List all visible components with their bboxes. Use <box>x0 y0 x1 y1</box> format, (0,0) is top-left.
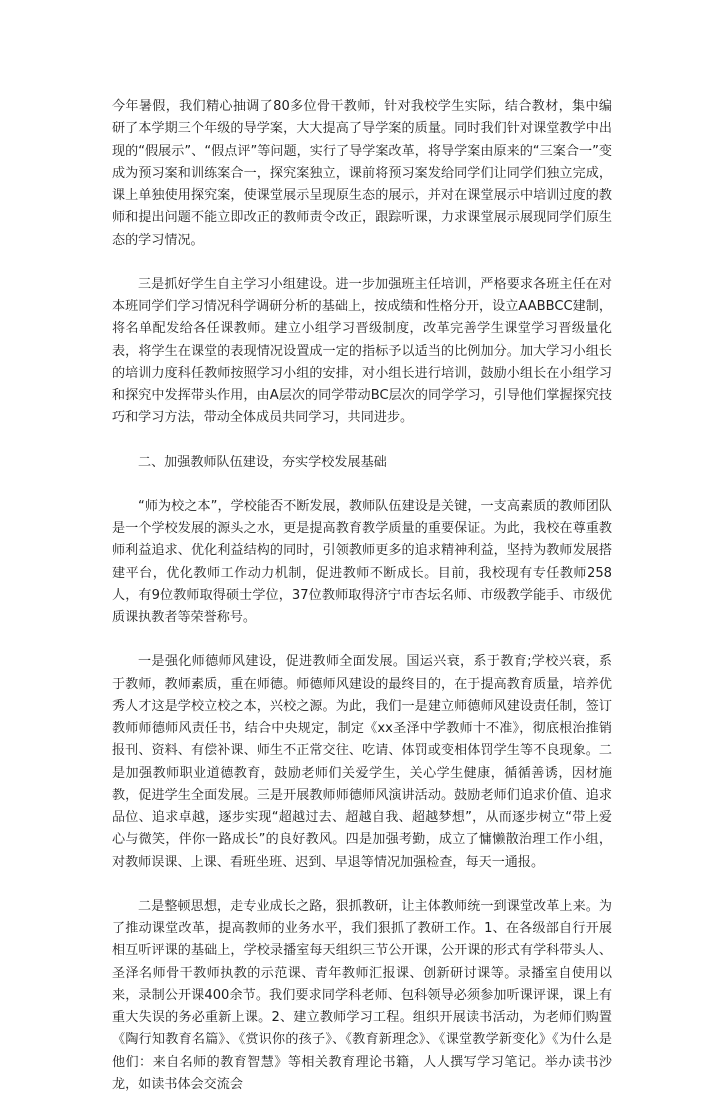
paragraph-spacer <box>112 874 612 896</box>
paragraph-teacher-foundation: “师为校之本”，学校能否不断发展，教师队伍建设是关键，一支高素质的教师团队是一个学校发展的源头之水，更是提高教育教学质量的重要保证。为此，我校在尊重教师利益追求、优化利益结构的同时，引领教师更多的追求精神利益，坚持为教师发展搭建平台，优化教师工作动力机制，促进教师不断成长。目前，我校现有专任教师258人，有9位教师取得硕士学位，37位教师取得济宁市杏坛名师、市级教学能手、市级优质课执教者等荣誉称号。 <box>112 498 612 625</box>
paragraph-spacer <box>112 252 612 274</box>
paragraph-summer-guide-plans: 今年暑假，我们精心抽调了80多位骨干教师，针对我校学生实际，结合教材，集中编研了本学期三个年级的导学案，大大提高了导学案的质量。同时我们针对课堂教学中出现的“假展示”、“假点评”等问题，实行了导学案改革，将导学案由原来的“三案合一”变成为预习案和训练案合一，探究案独立，课前将预习案发给同学们让同学们独立完成，课上单独使用探究案，使课堂展示呈现原生态的展示，并对在课堂展示中培训过度的教师和提出问题不能立即改正的教师责令改正，跟踪听课，力求课堂展示展现同学们原生态的学习情况。 <box>112 99 612 248</box>
section-heading-teacher-team: 二、加强教师队伍建设，夯实学校发展基础 <box>138 454 387 470</box>
paragraph-teaching-research: 二是整顿思想，走专业成长之路，狠抓教研，让主体教师统一到课堂改革上来。为了推动课堂改革，提高教师的业务水平，我们狠抓了教研工作。1、在各级部自行开展相互听评课的基础上，学校录播室每天组织三节公开课，公开课的形式有学科带头人、圣泽名师骨干教师执教的示范课、青年教师汇报课、创新研讨课等。录播室自使用以来，录制公开课400余节。我们要求同学科老师、包科领导必须参加听课评课，课上有重大失误的务必重新上课。2、建立教师学习工程。组织开展读书活动，为老师们购置《陶行知教育名篇》、《赏识你的孩子》、《教育新理念》、《课堂教学新变化》《为什么是他们：来自名师的教育智慧》等相关教育理论书籍，人人撰写学习笔记。举办读书沙龙，如读书体会交流会 <box>112 898 612 1092</box>
document-page <box>112 96 612 1096</box>
paragraph-study-groups: 三是抓好学生自主学习小组建设。进一步加强班主任培训，严格要求各班主任在对本班同学们学习情况科学调研分析的基础上，按成绩和性格分开，设立AABBCC建制，将名单配发给各任课教师。建立小组学习晋级制度，改革完善学生课堂学习晋级量化表，将学生在课堂的表现情况设置成一定的指标予以适当的比例加分。加大学习小组长的培训力度科任教师按照学习小组的安排，对小组长进行培训，鼓励小组长在小组学习和探究中发挥带头作用，由A层次的同学带动BC层次的同学学习，引导他们掌握探究技巧和学习方法，带动全体成员共同学习，共同进步。 <box>112 276 612 426</box>
paragraph-spacer <box>112 430 612 452</box>
paragraph-ethics-building: 一是强化师德师风建设，促进教师全面发展。国运兴衰，系于教育;学校兴衰，系于教师，教师素质，重在师德。师德师风建设的最终目的，在于提高教育质量，培养优秀人才这是学校立校之本，兴校之源。为此，我们一是建立师德师风建设责任制，签订教师师德师风责任书，结合中央规定，制定《xx圣泽中学教师十不准》，彻底根治推销报刊、资料、有偿补课、师生不正常交往、吃请、体罚或变相体罚学生等不良现象。二是加强教师职业道德教育，鼓励老师们关爱学生，关心学生健康，循循善诱，因材施教，促进学生全面发展。三是开展教师师德师风演讲活动。鼓励老师们追求价值、追求品位、追求卓越，逐步实现“超越过去、超越自我、超越梦想”，从而逐步树立“带上爱心与微笑，伴你一路成长”的良好教风。四是加强考勤，成立了慵懒散治理工作小组，对教师误课、上课、看班坐班、迟到、早退等情况加强检查，每天一通报。 <box>112 654 612 870</box>
paragraph-spacer <box>112 629 612 651</box>
paragraph-spacer <box>112 474 612 496</box>
